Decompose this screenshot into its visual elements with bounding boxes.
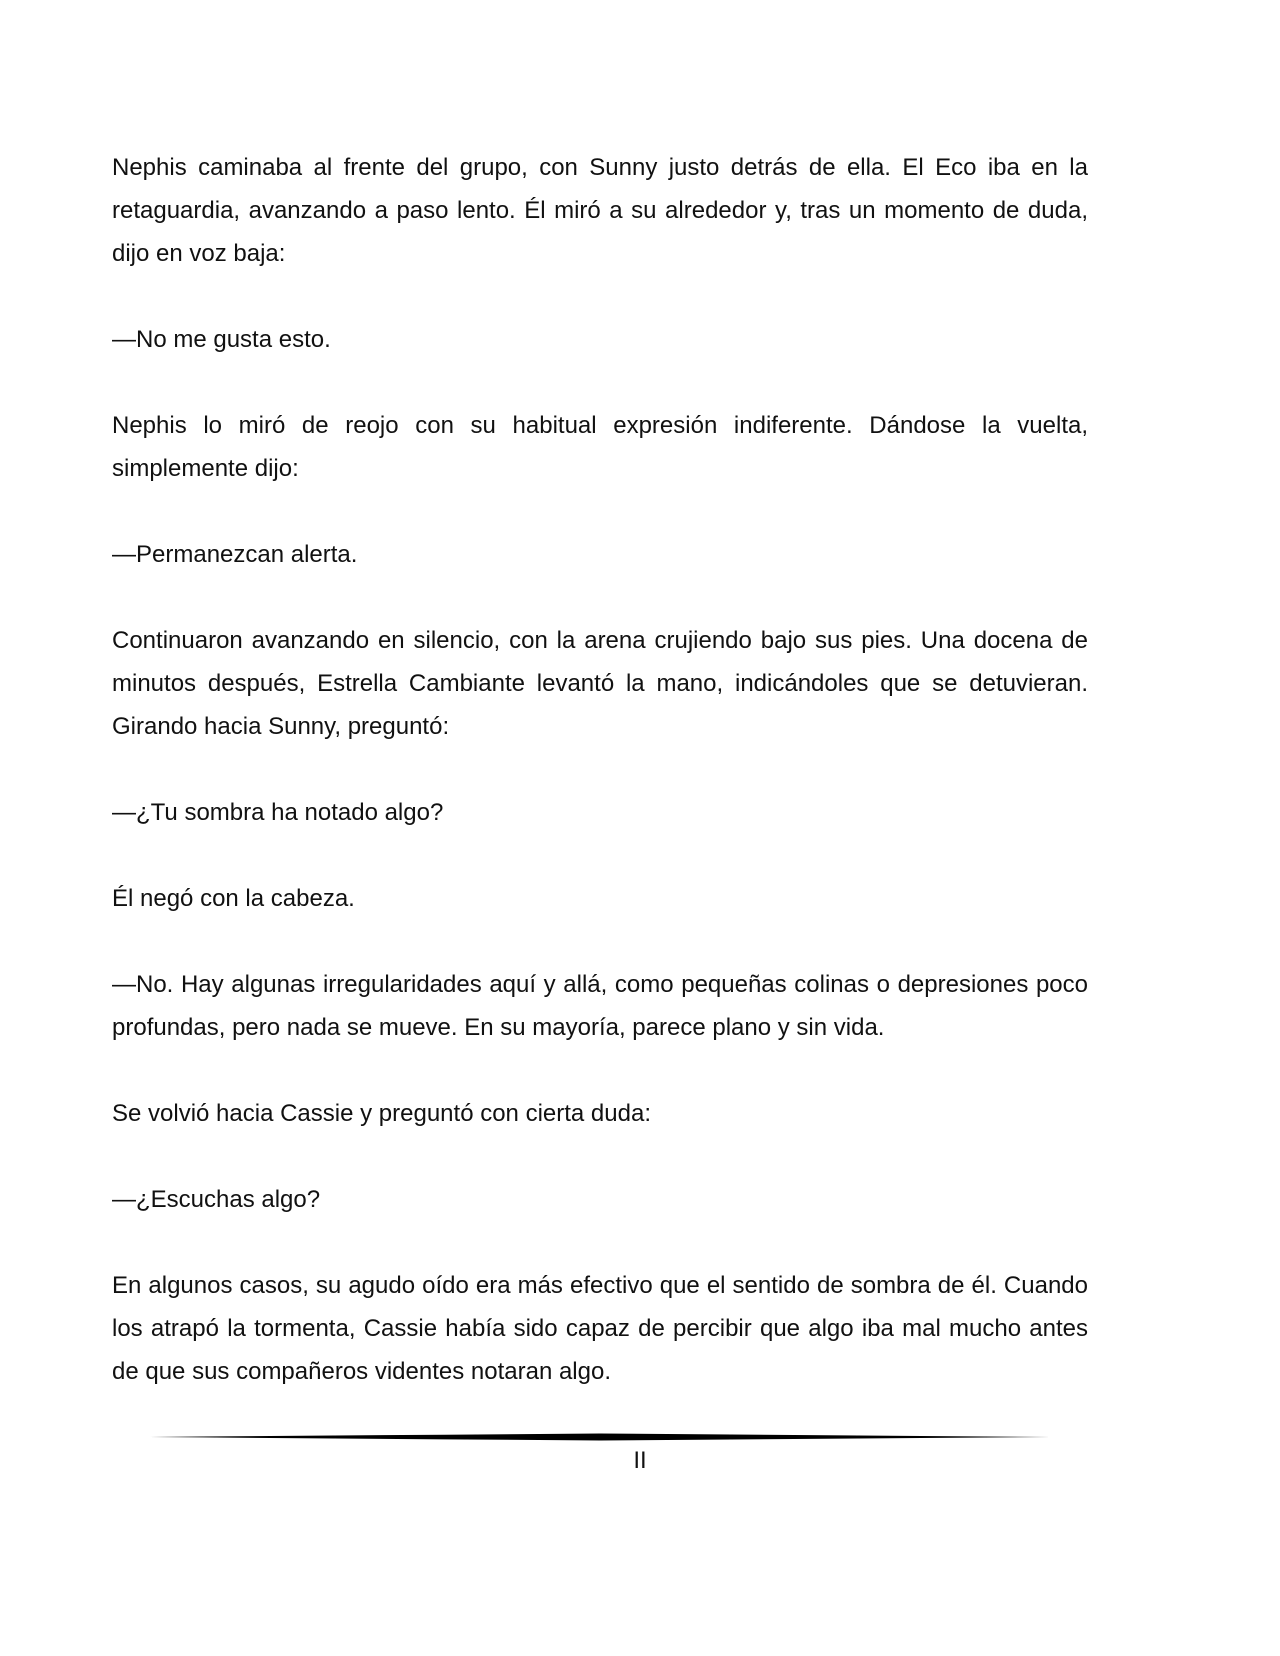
paragraph: —Permanezcan alerta. <box>112 541 358 568</box>
paragraph: Nephis caminaba al frente del grupo, con Sunny justo detrás de ella. El Eco iba en la retaguardia, avanzando a paso lento. Él miró a su alrededor y, tras un momento de duda, dijo en voz baja: <box>112 154 1088 267</box>
footer-divider <box>150 1429 1050 1445</box>
paragraph: Él negó con la cabeza. <box>112 885 355 912</box>
paragraph: En algunos casos, su agudo oído era más efectivo que el sentido de sombra de él. Cuando los atrapó la tormenta, Cassie había sido capaz de percibir que algo iba mal mucho antes de que sus compañeros videntes notaran algo. <box>112 1272 1088 1385</box>
page-body <box>112 146 1088 1393</box>
paragraph: Continuaron avanzando en silencio, con la arena crujiendo bajo sus pies. Una docena de minutos después, Estrella Cambiante levantó la mano, indicándoles que se detuvieran. Girando hacia Sunny, preguntó: <box>112 627 1088 740</box>
paragraph: —No me gusta esto. <box>112 326 331 353</box>
paragraph: —No. Hay algunas irregularidades aquí y allá, como pequeñas colinas o depresiones poco profundas, pero nada se mueve. En su mayoría, parece plano y sin vida. <box>112 971 1088 1041</box>
paragraph: —¿Escuchas algo? <box>112 1186 321 1213</box>
paragraph: Se volvió hacia Cassie y preguntó con cierta duda: <box>112 1100 651 1127</box>
paragraph: —¿Tu sombra ha notado algo? <box>112 799 444 826</box>
paragraph: Nephis lo miró de reojo con su habitual expresión indiferente. Dándose la vuelta, simplemente dijo: <box>112 412 1088 482</box>
page-number: II <box>633 1447 647 1474</box>
